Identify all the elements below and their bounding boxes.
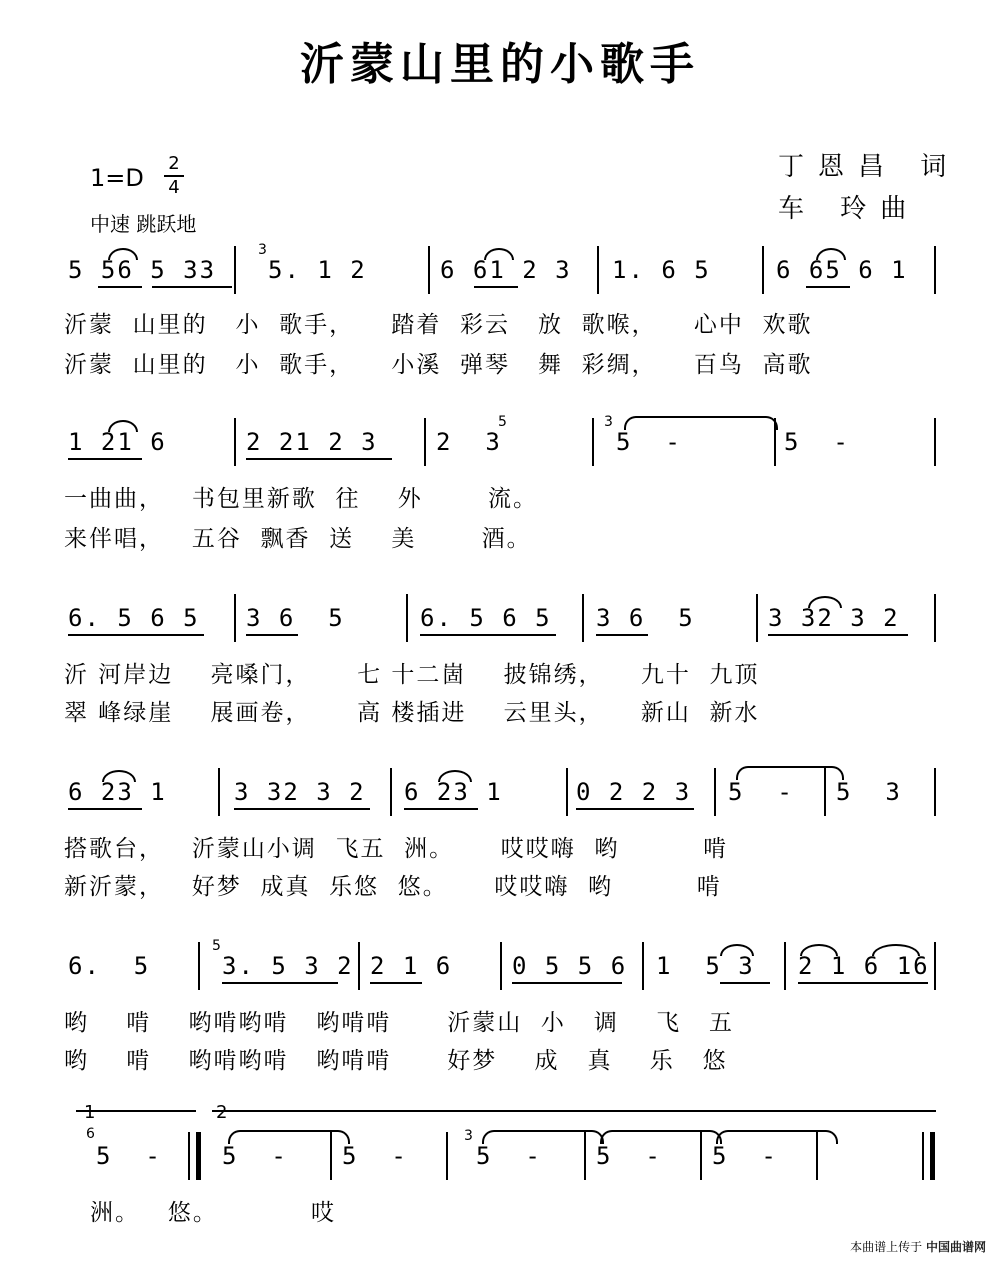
- slur: [484, 248, 514, 260]
- barline: [934, 768, 936, 816]
- measure: 5 -: [784, 428, 850, 456]
- music-system-3: [0, 604, 1000, 644]
- measure: 6. 5 6 5: [68, 604, 200, 632]
- repeat-barline: [196, 1132, 201, 1180]
- measure: 6 61 2 3: [440, 256, 572, 284]
- measure: 5 56 5 33: [68, 256, 217, 284]
- volta-number-2: 2: [216, 1102, 228, 1123]
- footer-text: 本曲谱上传于: [850, 1240, 923, 1254]
- beam: [370, 982, 422, 984]
- beam: [512, 982, 622, 984]
- barline: [424, 418, 426, 466]
- tie: [482, 1130, 604, 1144]
- lyric-line-2: 来伴唱， 五谷 飘香 送 美 酒。: [64, 526, 532, 552]
- tie: [736, 766, 844, 780]
- lyricist-credit: 丁恩昌 词: [778, 152, 961, 182]
- slur: [102, 770, 136, 782]
- measure: 5 -: [96, 1142, 162, 1170]
- grace-note: 3: [258, 242, 267, 258]
- measure: 5 3: [836, 778, 902, 806]
- lyric-line-2: 沂蒙 山里的 小 歌手， 小溪 弹琴 舞 彩绸， 百鸟 高歌: [64, 352, 813, 378]
- time-sig-denominator: 4: [168, 177, 180, 198]
- measure: 6 23 1: [404, 778, 503, 806]
- slur: [800, 944, 838, 956]
- measure: 5 -: [222, 1142, 288, 1170]
- lyric-line-1: 沂 河岸边 亮嗓门， 七 十二崮 披锦绣， 九十 九顶: [64, 662, 760, 688]
- barline: [406, 594, 408, 642]
- barline: [592, 418, 594, 466]
- beam: [152, 286, 232, 288]
- beam: [576, 808, 694, 810]
- barline: [358, 942, 360, 990]
- measure: 3 32 3 2: [234, 778, 366, 806]
- measure: 1 5 3: [656, 952, 755, 980]
- barline: [922, 1132, 924, 1180]
- barline: [234, 418, 236, 466]
- footer-credit: [850, 1238, 986, 1255]
- key-signature: 1=D: [90, 164, 144, 192]
- measure: 5 -: [342, 1142, 408, 1170]
- measure: 5. 1 2: [268, 256, 367, 284]
- beam: [798, 982, 928, 984]
- barline: [234, 246, 236, 294]
- beam: [68, 634, 204, 636]
- barline: [428, 246, 430, 294]
- measure: 6. 5 6 5: [420, 604, 552, 632]
- barline: [642, 942, 644, 990]
- measure: 5 -: [616, 428, 682, 456]
- slur: [720, 944, 754, 956]
- measure: 0 2 2 3: [576, 778, 692, 806]
- beam: [68, 808, 142, 810]
- beam: [246, 634, 298, 636]
- measure: 1. 6 5: [612, 256, 711, 284]
- measure: 2 1 6 16: [798, 952, 930, 980]
- barline: [390, 768, 392, 816]
- measure: 2 21 2 3: [246, 428, 378, 456]
- barline: [784, 942, 786, 990]
- beam: [234, 808, 370, 810]
- music-system-4: [0, 778, 1000, 818]
- grace-note: 5: [212, 938, 221, 954]
- time-signature: [164, 154, 184, 198]
- music-system-6: [0, 1126, 1000, 1182]
- lyric-line-1: 一曲曲， 书包里新歌 往 外 流。: [64, 486, 538, 512]
- barline: [446, 1132, 448, 1180]
- lyric-line-1: 洲。 悠。 哎: [90, 1200, 337, 1226]
- barline: [234, 594, 236, 642]
- lyric-line-2: 哟 啃 哟啃哟啃 哟啃啃 好梦 成 真 乐 悠: [64, 1048, 728, 1074]
- grace-note: 3: [604, 414, 613, 430]
- music-system-5: [0, 938, 1000, 992]
- slur: [438, 770, 472, 782]
- final-barline: [930, 1132, 935, 1180]
- lyric-line-2: 翠 峰绿崖 展画卷， 高 楼插进 云里头， 新山 新水: [64, 700, 760, 726]
- tempo-marking: 中速 跳跃地: [90, 212, 197, 236]
- beam: [222, 982, 338, 984]
- measure: 6 23 1: [68, 778, 167, 806]
- slur: [108, 420, 138, 432]
- barline: [934, 594, 936, 642]
- measure: 3 6 5: [246, 604, 345, 632]
- lyric-line-1: 搭歌台， 沂蒙山小调 飞五 洲。 哎哎嗨 哟 啃: [64, 836, 729, 862]
- measure: 5 -: [712, 1142, 778, 1170]
- barline: [597, 246, 599, 294]
- measure: 3 32 3 2: [768, 604, 900, 632]
- barline: [582, 594, 584, 642]
- beam: [98, 286, 142, 288]
- tie: [228, 1130, 350, 1144]
- beam: [768, 634, 908, 636]
- tie: [624, 416, 778, 430]
- lyric-line-2: 新沂蒙， 好梦 成真 乐悠 悠。 哎哎嗨 哟 啃: [64, 874, 722, 900]
- volta-number-1: 1: [84, 1102, 96, 1123]
- site-logo[interactable]: 中国曲谱网: [925, 1240, 986, 1254]
- measure: 5 -: [476, 1142, 542, 1170]
- music-system-2: [0, 414, 1000, 468]
- beam: [420, 634, 556, 636]
- score-title: 沂蒙山里的小歌手: [300, 39, 700, 90]
- music-system-1: [0, 242, 1000, 296]
- grace-note: 5: [498, 414, 507, 430]
- measure: 3. 5 3 2: [222, 952, 354, 980]
- beam: [720, 982, 770, 984]
- slur: [108, 248, 138, 260]
- tie: [600, 1130, 722, 1144]
- barline: [218, 768, 220, 816]
- composer-credit: 车 玲曲: [778, 194, 921, 224]
- barline: [188, 1132, 190, 1180]
- beam: [68, 458, 142, 460]
- barline: [762, 246, 764, 294]
- slur: [872, 944, 920, 956]
- beam: [596, 634, 648, 636]
- measure: 0 5 5 6: [512, 952, 628, 980]
- volta-bracket-2: [212, 1110, 936, 1112]
- slur: [808, 596, 842, 608]
- grace-note: 6: [86, 1126, 95, 1142]
- time-sig-numerator: 2: [168, 153, 180, 174]
- measure: 2 3: [436, 428, 502, 456]
- barline: [934, 418, 936, 466]
- measure: 2 1 6: [370, 952, 453, 980]
- beam: [404, 808, 478, 810]
- beam: [246, 458, 392, 460]
- barline: [500, 942, 502, 990]
- measure: 6 65 6 1: [776, 256, 908, 284]
- barline: [566, 768, 568, 816]
- measure: 5 -: [728, 778, 794, 806]
- measure: 6. 5: [68, 952, 151, 980]
- lyric-line-1: 沂蒙 山里的 小 歌手， 踏着 彩云 放 歌喉， 心中 欢歌: [64, 312, 813, 338]
- barline: [198, 942, 200, 990]
- lyric-line-1: 哟 啃 哟啃哟啃 哟啃啃 沂蒙山 小 调 飞 五: [64, 1010, 735, 1036]
- barline: [934, 942, 936, 990]
- barline: [714, 768, 716, 816]
- measure: 1 21 6: [68, 428, 167, 456]
- barline: [756, 594, 758, 642]
- beam: [806, 286, 850, 288]
- beam: [474, 286, 518, 288]
- slur: [816, 248, 846, 260]
- tie: [716, 1130, 838, 1144]
- measure: 3 6 5: [596, 604, 695, 632]
- measure: 5 -: [596, 1142, 662, 1170]
- barline: [934, 246, 936, 294]
- grace-note: 3: [464, 1128, 473, 1144]
